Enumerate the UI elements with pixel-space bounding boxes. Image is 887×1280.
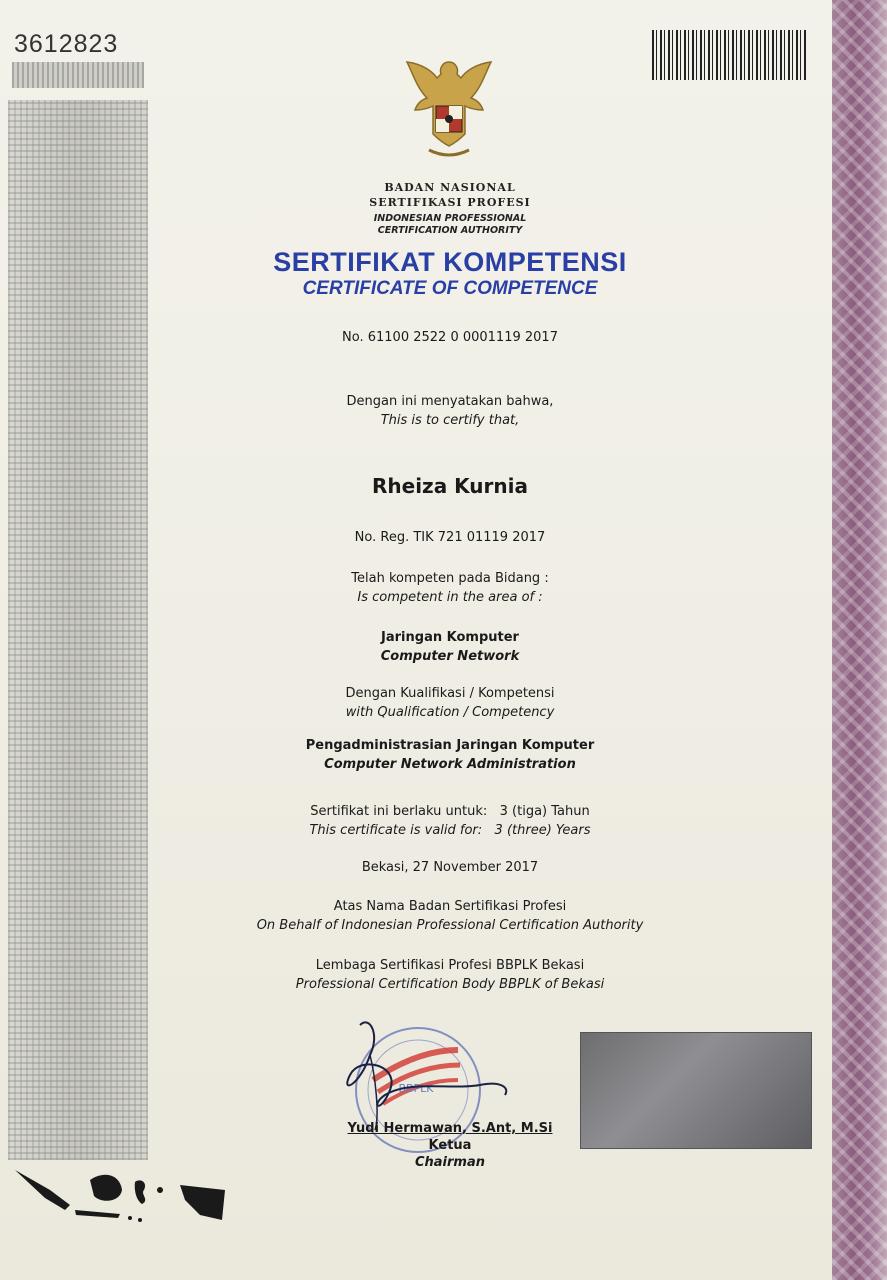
signatory-role-id: Ketua <box>428 1138 472 1153</box>
certificate-number: No. 61100 2522 0 0001119 2017 <box>342 330 558 345</box>
certify-intro: Dengan ini menyatakan bahwa, This is to certify that, <box>346 394 554 428</box>
competent-intro: Telah kompeten pada Bidang : Is competent in the area of : <box>351 571 549 605</box>
barcode <box>652 30 808 80</box>
seal-text: BBPLK <box>398 1082 434 1095</box>
authority-name-id: BADAN NASIONAL SERTIFIKASI PROFESI <box>369 181 531 209</box>
security-pattern-band <box>12 62 144 88</box>
certificate-title-id: SERTIFIKAT KOMPETENSI <box>273 247 627 277</box>
place-date: Bekasi, 27 November 2017 <box>361 860 539 875</box>
registration-number: No. Reg. TIK 721 01119 2017 <box>354 530 546 545</box>
signatory-name: Yudi Hermawan, S.Ant, M.Si <box>347 1121 553 1136</box>
garuda-emblem-icon <box>393 54 505 166</box>
security-pattern-strip <box>8 100 148 1160</box>
signature-icon <box>330 1015 530 1135</box>
qualification-intro: Dengan Kualifikasi / Kompetensi with Qualification / Competency <box>345 686 555 720</box>
signatory-role-en: Chairman <box>414 1155 485 1170</box>
qualification: Pengadministrasian Jaringan Komputer Computer Network Administration <box>305 738 595 772</box>
indonesia-map-icon <box>10 1160 230 1240</box>
serial-number: 3612823 <box>14 30 119 58</box>
competency-field: Jaringan Komputer Computer Network <box>380 630 520 664</box>
on-behalf: Atas Nama Badan Sertifikasi Profesi On Behalf of Indonesian Professional Certification Authority <box>256 899 644 933</box>
certificate-title-en: CERTIFICATE OF COMPETENCE <box>302 278 598 299</box>
decorative-border <box>832 0 887 1280</box>
signatory-block <box>150 1120 750 1171</box>
recipient-name: Rheiza Kurnia <box>372 474 528 498</box>
validity: Sertifikat ini berlaku untuk: 3 (tiga) Tahun This certificate is valid for: 3 (three) Years <box>309 804 591 838</box>
authority-name-en: INDONESIAN PROFESSIONAL CERTIFICATION AUTHORITY <box>373 213 527 236</box>
certifying-body: Lembaga Sertifikasi Profesi BBPLK Bekasi Professional Certification Body BBPLK of Bekasi <box>295 958 605 992</box>
